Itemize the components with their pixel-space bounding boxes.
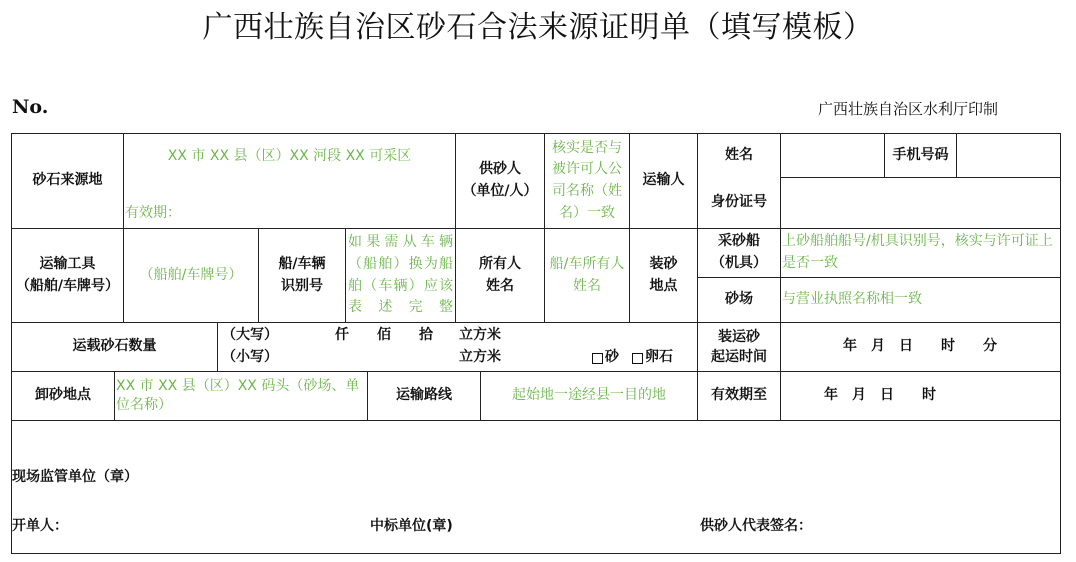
upper-case-units[interactable]: 仟 佰 拾 [335,327,433,344]
yard-label: 砂场 [725,291,753,308]
upper-case-label: （大写） [222,327,278,344]
ident-label: 船/车辆 识别号 [278,255,326,294]
owner-label: 所有人 姓名 [479,255,521,294]
phone-label: 手机号码 [892,146,949,163]
vehicle-hint[interactable]: （船舶/车牌号） [139,266,243,283]
sand-option[interactable] [592,348,632,368]
id-label: 身份证号 [711,194,767,211]
depart-time-value[interactable]: 年 月 日 时 分 [843,338,997,355]
pebble-checkbox-icon[interactable] [632,353,643,364]
lower-case-label: （小写） [222,349,278,366]
expiry-label: 有效期至 [711,387,767,404]
owner-hint[interactable]: 船/车所有人姓名 [549,255,625,294]
supervisor-seal-label: 现场监管单位（章） [12,469,138,486]
bidder-seal-label: 中标单位(章) [370,518,453,535]
cubic-unit-lower: 立方米 [459,349,501,366]
pebble-option[interactable] [632,348,692,368]
page-title: 广西壮族自治区砂石合法来源证明单（填写模板） [202,10,874,45]
sand-checkbox-icon[interactable] [592,353,603,364]
route-hint[interactable]: 起始地一途经县一目的地 [512,387,666,404]
border-right [1060,133,1061,554]
dredger-label: 采砂船 （机具） [711,233,767,271]
pebble-option-label: 卵石 [645,349,673,366]
row1-divider [544,133,545,228]
row4-bottom-line [11,420,1061,421]
route-label: 运输路线 [396,387,452,404]
expiry-value[interactable]: 年 月 日 时 [824,387,936,404]
border-bottom [11,553,1061,554]
depart-time-label: 装运砂 起运时间 [711,328,767,365]
unload-hint[interactable]: XX 市 XX 县（区）XX 码头（砂场、单位名称） [116,378,360,413]
name-label: 姓名 [725,146,753,163]
row3-divider [217,322,218,371]
quantity-label: 运载砂石数量 [72,338,157,355]
loading-label: 装砂 地点 [649,255,678,294]
cubic-unit-upper: 立方米 [459,327,501,344]
row2-divider [345,228,346,322]
supplier-signature-label: 供砂人代表签名： [700,518,812,535]
validity-hint[interactable]: 有效期： [125,205,181,222]
issuer-label: 开单人： [12,518,68,535]
vehicle-label: 运输工具 （船舶/车牌号） [15,255,120,294]
printer-credit: 广西壮族自治区水利厅印制 [818,100,999,118]
supplier-hint[interactable]: 核实是否与被许可人公司名称（姓名）一致 [552,139,622,221]
supplier-label: 供砂人 （单位/人） [462,161,538,199]
ident-hint[interactable]: 如果需从车辆（船舶）换为船舶（车辆）应该表述完整 [348,234,453,316]
yard-hint[interactable]: 与营业执照名称相一致 [782,291,922,308]
name-field[interactable] [781,134,884,177]
row2-divider [544,228,545,322]
unload-label: 卸砂地点 [35,387,91,404]
source-label: 砂石来源地 [32,172,103,189]
dredger-hint[interactable]: 上砂船舶船号/机具识别号，核实与许可证上是否一致 [782,233,1053,271]
phone-field[interactable] [957,134,1060,177]
sand-option-label: 砂 [605,349,619,366]
transporter-label: 运输人 [642,172,685,189]
row3-divider [780,322,781,371]
form-number-label: No. [12,96,49,118]
source-value-hint[interactable]: XX 市 XX 县（区）XX 河段 XX 可采区 [167,148,412,165]
row4-divider [114,371,115,420]
id-field[interactable] [781,178,1060,228]
